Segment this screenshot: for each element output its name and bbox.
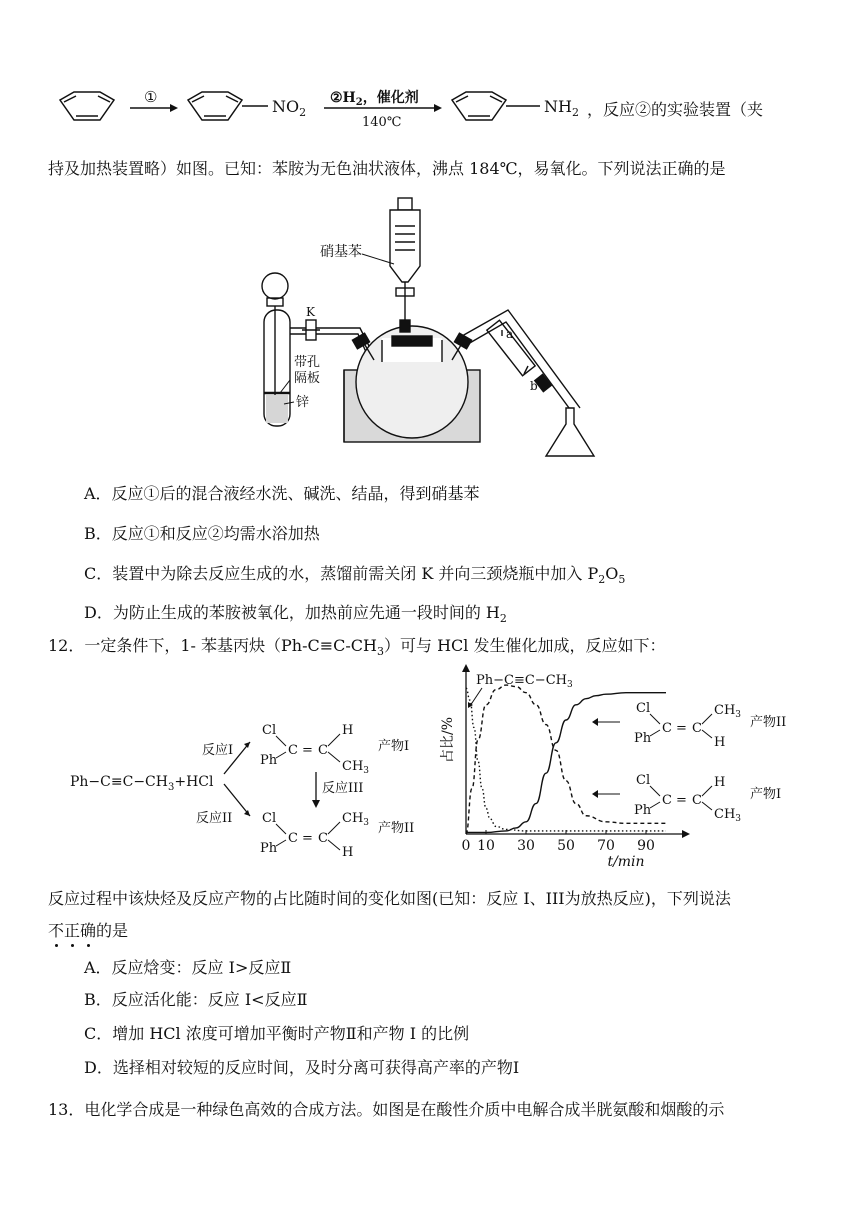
q11-option-c[interactable]: C．装置中为除去反应生成的水，蒸馏前需关闭 K 并向三颈烧瓶中加入 $P_2O_5$ xyxy=(84,564,626,587)
q12-option-a[interactable]: A．反应焓变：反应 I>反应Ⅱ xyxy=(84,958,292,977)
svg-text:Ph: Ph xyxy=(260,753,278,768)
x-tick-label: 0 xyxy=(461,838,471,854)
temperature-label: 140℃ xyxy=(362,115,402,130)
q11-option-a[interactable]: A．反应①后的混合液经水洗、碱洗、结晶，得到硝基苯 xyxy=(84,484,480,503)
chart-ylabel: 占比/% xyxy=(440,716,456,764)
svg-text:C: C xyxy=(318,743,328,758)
emphasis-dot xyxy=(87,944,90,947)
apparatus-diagram xyxy=(250,190,610,465)
svg-text:=: = xyxy=(676,721,687,736)
reactant-formula: $Ph-C\equiv C-CH_3+HCl$ xyxy=(70,774,214,793)
benzene-ring-2 xyxy=(188,92,268,120)
q11-option-d[interactable]: D．为防止生成的苯胺被氧化，加热前应先通一段时间的 $H_2$ xyxy=(84,603,507,626)
x-tick-label: 10 xyxy=(477,838,495,854)
svg-text:Cl: Cl xyxy=(636,701,651,716)
q12-stem3: 不正确的是 xyxy=(48,921,129,940)
q12-option-c[interactable]: C．增加 HCl 浓度可增加平衡时产物Ⅱ和产物 I 的比例 xyxy=(84,1024,470,1043)
svg-text:产物II: 产物II xyxy=(750,715,787,730)
rxn1-label: 反应I xyxy=(202,743,234,758)
arrow-step1 xyxy=(130,88,178,112)
svg-text:C: C xyxy=(692,793,702,808)
x-tick-label: 70 xyxy=(597,838,615,854)
x-tick-label: 50 xyxy=(557,838,575,854)
q12-reaction-scheme xyxy=(66,712,446,864)
svg-text:CH3: $CH_3$ xyxy=(714,807,742,824)
valve-k-label: K xyxy=(306,305,315,319)
chart-xlabel: t/min xyxy=(607,854,645,870)
svg-text:H: H xyxy=(342,845,354,860)
product2-annotation xyxy=(592,701,786,750)
svg-text:C: C xyxy=(692,721,702,736)
svg-text:=: = xyxy=(676,793,687,808)
benzene-ring-3 xyxy=(452,92,540,120)
svg-text:C: C xyxy=(288,743,298,758)
svg-text:H: H xyxy=(342,723,354,738)
svg-text:CH3: $CH_3$ xyxy=(714,703,742,720)
rxn2-label: 反应II xyxy=(196,811,233,826)
nh2-group: $NH_2$ xyxy=(544,97,579,119)
emphasis-dot xyxy=(55,944,58,947)
q12-chart xyxy=(430,660,800,870)
plate-label-2: 隔板 xyxy=(294,371,321,386)
product1-structure xyxy=(260,723,409,776)
svg-text:=: = xyxy=(302,831,313,846)
product1-label: 产物I xyxy=(378,739,410,754)
valve-k[interactable] xyxy=(302,320,320,340)
dropping-funnel[interactable] xyxy=(390,198,420,332)
svg-text:Ph−C≡C−CH3: $Ph-C\equiv C-CH_3$ xyxy=(476,673,573,690)
svg-text:H: H xyxy=(714,775,726,790)
svg-text:Ph: Ph xyxy=(260,841,278,856)
emphasis-dot xyxy=(71,944,74,947)
q12-stem: 12．一定条件下，1- 苯基丙炔$(Ph-C\equiv C-CH_3)$可与 HCl 发生催化加成，反应如下： xyxy=(48,636,666,659)
zinc-label: 锌 xyxy=(296,395,310,410)
product2-label: 产物II xyxy=(378,821,415,836)
svg-text:Cl: Cl xyxy=(262,811,277,826)
svg-text:H: H xyxy=(714,735,726,750)
conical-flask xyxy=(546,408,594,456)
q11-line2: 持及加热装置略）如图。已知：苯胺为无色油状液体，沸点 184℃，易氧化。下列说法正确的是 xyxy=(48,159,726,178)
q13-stem: 13．电化学合成是一种绿色高效的合成方法。如图是在酸性介质中电解合成半胱氨酸和烟酸的示 xyxy=(48,1100,725,1119)
q12-option-d[interactable]: D．选择相对较短的反应时间，及时分离可获得高产率的产物Ⅰ xyxy=(84,1058,520,1077)
product2-structure xyxy=(260,811,414,860)
y-axis-arrow xyxy=(462,664,470,672)
q11-option-b[interactable]: B．反应①和反应②均需水浴加热 xyxy=(84,524,320,543)
port-b-label: b xyxy=(530,379,538,393)
svg-text:C: C xyxy=(318,831,328,846)
svg-text:Ph: Ph xyxy=(634,731,652,746)
svg-text:C: C xyxy=(662,793,672,808)
x-axis-arrow xyxy=(682,830,690,838)
arrow-step2 xyxy=(324,89,442,130)
svg-text:C: C xyxy=(288,831,298,846)
svg-text:=: = xyxy=(302,743,313,758)
no2-group: $NO_2$ xyxy=(272,97,307,119)
gas-generator xyxy=(262,273,290,426)
x-tick-label: 90 xyxy=(637,838,655,854)
svg-text:Ph: Ph xyxy=(634,803,652,818)
q11-line1-tail: ，反应②的实验装置（夹 xyxy=(587,100,764,119)
port-a-label: a xyxy=(506,327,514,341)
svg-text:Cl: Cl xyxy=(636,773,651,788)
product1-annotation xyxy=(592,773,781,824)
step1-label: ① xyxy=(144,88,158,106)
benzene-ring-1 xyxy=(60,92,114,120)
x-tick-label: 30 xyxy=(517,838,535,854)
rxn3-label: 反应III xyxy=(322,781,364,796)
nitrobenzene-label: 硝基苯 xyxy=(320,244,362,260)
q12-option-b[interactable]: B．反应活化能：反应 I<反应Ⅱ xyxy=(84,990,308,1009)
svg-text:②H2，催化剂: $②H_2$，催化剂 xyxy=(330,90,419,108)
svg-text:CH3: $CH_3$ xyxy=(342,811,370,828)
plate-label-1: 带孔 xyxy=(294,355,321,370)
svg-text:CH3: $CH_3$ xyxy=(342,759,370,776)
svg-text:产物I: 产物I xyxy=(750,787,782,802)
q12-stem2: 反应过程中该炔烃及反应产物的占比随时间的变化如图(已知：反应 I、III为放热反应)，下列说法 xyxy=(48,889,731,908)
q11-reaction-scheme xyxy=(40,78,580,138)
svg-text:Cl: Cl xyxy=(262,723,277,738)
svg-text:C: C xyxy=(662,721,672,736)
alkyne-annotation xyxy=(468,673,573,708)
